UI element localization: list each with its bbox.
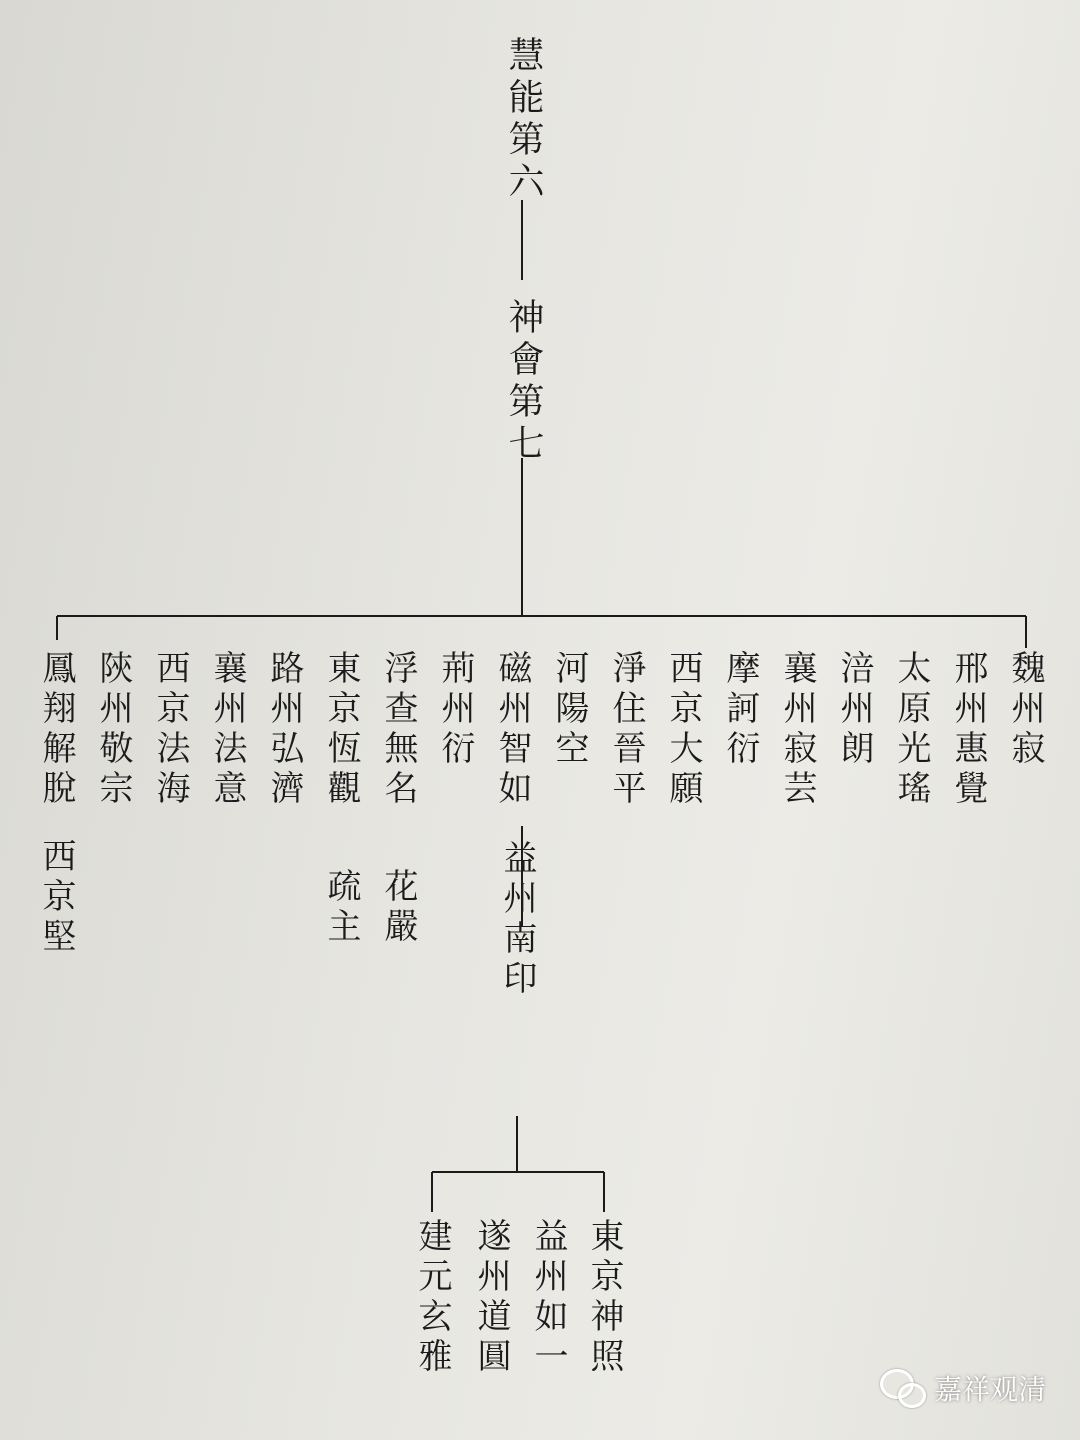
heir-dongjing-shenzhao: 東京神照 xyxy=(584,1218,624,1378)
heir-cizhou-zhiru: 磁州智如 xyxy=(492,650,532,810)
successor-yizhou-nanyin: 益州南印 xyxy=(497,840,537,1000)
heir-dongjing-hengguan: 東京恆觀 xyxy=(321,650,361,810)
heir-fengxiang-jietuo: 鳳翔解脫 xyxy=(36,650,76,810)
heir-xijing-dayuan: 西京大願 xyxy=(663,650,703,810)
heir-xiangzhou-fayi: 襄州法意 xyxy=(207,650,247,810)
watermark-text: 嘉祥观清 xyxy=(934,1373,1047,1406)
second-master-shenhui: 神會第七 xyxy=(503,298,544,466)
heir-fuzha-wuming: 浮查無名 xyxy=(378,650,418,810)
heir-xingzhou-huijue: 邢州惠覺 xyxy=(948,650,988,810)
heir-moheyan: 摩訶衍 xyxy=(720,650,760,770)
heir-luzhou-hongji: 路州弘濟 xyxy=(264,650,304,810)
heir-jianyuan-xuanya: 建元玄雅 xyxy=(412,1218,452,1378)
heir-weizhou-ji: 魏州寂 xyxy=(1005,650,1045,770)
note-huayan: 花嚴 xyxy=(378,868,418,948)
wechat-icon xyxy=(880,1369,926,1407)
heir-xiangzhou-jiyun: 襄州寂芸 xyxy=(777,650,817,810)
note-shuzhu: 疏主 xyxy=(321,868,361,948)
note-xijing-jian: 西京堅 xyxy=(36,838,76,958)
heir-jingzhou-yan: 荊州衍 xyxy=(435,650,475,770)
heir-jingzhu-jinping: 淨住晉平 xyxy=(606,650,646,810)
heir-taiyuan-guangyao: 太原光瑤 xyxy=(891,650,931,810)
heir-shanzhou-jingzong: 陝州敬宗 xyxy=(93,650,133,810)
watermark xyxy=(880,1368,1046,1408)
heir-heyang-kong: 河陽空 xyxy=(549,650,589,770)
root-master-huineng: 慧能第六 xyxy=(503,36,544,204)
heir-suizhou-daoyuan: 遂州道圓 xyxy=(471,1218,511,1378)
heir-xijing-fahai: 西京法海 xyxy=(150,650,190,810)
heir-yizhou-ruyi: 益州如一 xyxy=(528,1218,568,1378)
heir-fuzhou-lang: 涪州朗 xyxy=(834,650,874,770)
